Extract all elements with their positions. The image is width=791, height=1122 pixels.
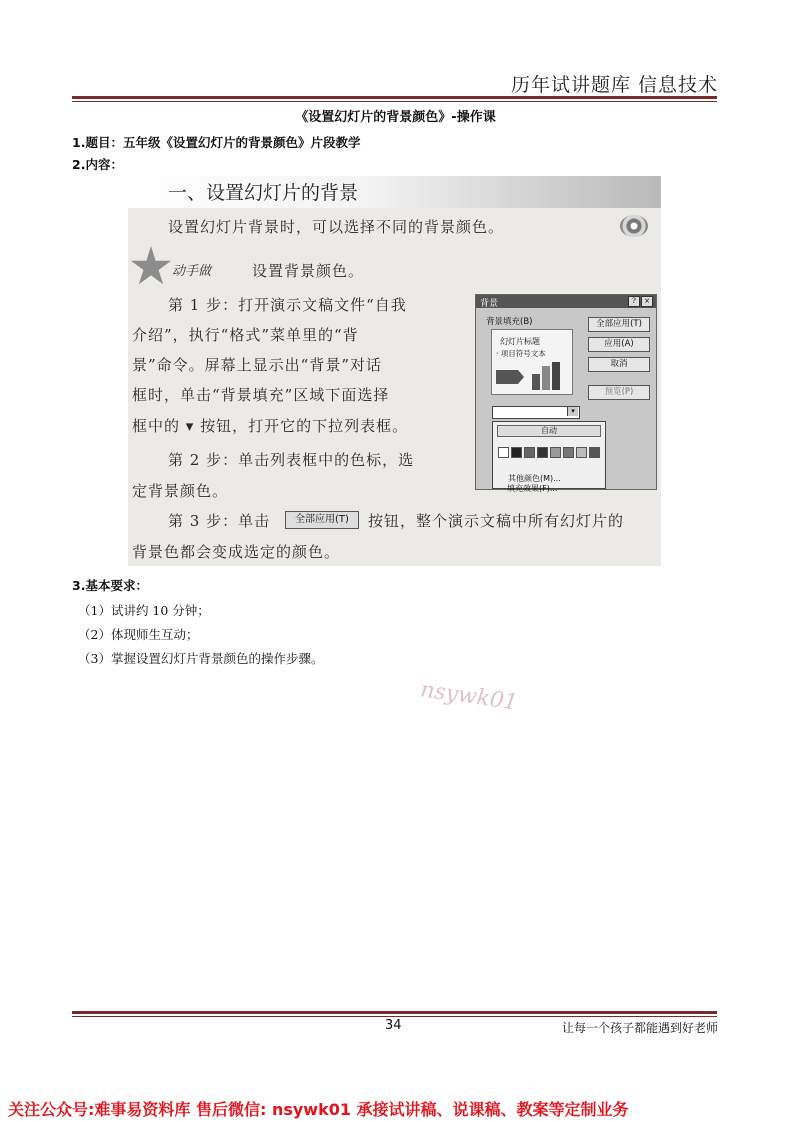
scan-heading: 一、设置幻灯片的背景	[168, 182, 359, 204]
step2-line: 第 2 步：单击列表框中的色标，选	[168, 451, 415, 469]
dialog-apply-all-button: 全部应用(T)	[588, 317, 650, 332]
header-rule	[72, 96, 717, 99]
dropdown-auto-option: 自动	[497, 425, 601, 437]
star-icon	[130, 246, 172, 288]
item-topic: 1.题目：五年级《设置幻灯片的背景颜色》片段教学	[72, 135, 361, 150]
header-title: 历年试讲题库 信息技术	[510, 74, 718, 96]
activity-label: 动手做	[172, 264, 212, 279]
item-content-label: 2.内容：	[72, 157, 123, 172]
dialog-apply-button: 应用(A)	[588, 337, 650, 352]
step3-suffix: 按钮，整个演示文稿中所有幻灯片的	[368, 512, 625, 530]
color-swatch	[563, 447, 574, 458]
fill-dropdown	[492, 406, 580, 419]
requirement-item: （2）体现师生互动；	[78, 627, 199, 642]
step1-line: 框时，单击“背景填充”区域下面选择	[132, 386, 390, 404]
color-swatch	[498, 447, 509, 458]
step1-line: 第 1 步：打开演示文稿文件“自我	[168, 296, 407, 314]
header-rule-thin	[72, 101, 717, 102]
requirement-item: （3）掌握设置幻灯片背景颜色的操作步骤。	[78, 651, 324, 666]
step1-line: 介绍”，执行“格式”菜单里的“背	[132, 326, 359, 344]
step3-line2: 背景色都会变成选定的颜色。	[132, 543, 341, 561]
cd-icon	[620, 215, 648, 237]
apply-all-button-image: 全部应用(T)	[285, 511, 359, 529]
fill-group-label: 背景填充(B)	[486, 317, 533, 327]
step3-prefix: 第 3 步：单击	[168, 512, 271, 530]
step2-line: 定背景颜色。	[132, 482, 229, 500]
footer-slogan: 让每一个孩子都能遇到好老师	[561, 1021, 718, 1035]
dialog-preview-button: 预览(P)	[588, 385, 650, 400]
fill-effects-option: 填充效果(F)...	[507, 484, 558, 493]
color-swatch	[589, 447, 600, 458]
preview-chart-icon	[496, 362, 568, 390]
color-swatch	[537, 447, 548, 458]
background-dialog-image	[475, 294, 657, 493]
color-swatch	[550, 447, 561, 458]
watermark: nsywk01	[418, 677, 520, 716]
preview-bullet: · 项目符号文本	[496, 349, 546, 358]
color-swatch	[576, 447, 587, 458]
scan-intro: 设置幻灯片背景时，可以选择不同的背景颜色。	[168, 218, 505, 236]
step1-line: 框中的 ▾ 按钮，打开它的下拉列表框。	[132, 417, 409, 435]
requirement-item: （1）试讲约 10 分钟；	[78, 603, 210, 618]
preview-title: 幻灯片标题	[500, 337, 540, 346]
item-requirements-label: 3.基本要求：	[72, 578, 148, 593]
color-swatch	[524, 447, 535, 458]
color-swatch	[511, 447, 522, 458]
close-icon: ×	[641, 296, 653, 307]
footer-rule	[72, 1011, 717, 1014]
help-icon: ?	[628, 296, 640, 307]
slide-preview	[491, 329, 573, 395]
promo-banner: 关注公众号:难事易资料库 售后微信: nsywk01 承接试讲稿、说课稿、教案等定制业务	[8, 1100, 629, 1119]
step1-line: 景”命令。屏幕上显示出“背景”对话	[132, 356, 383, 374]
dialog-title: 背景	[480, 299, 499, 309]
document-title: 《设置幻灯片的背景颜色》-操作课	[295, 110, 496, 125]
dialog-cancel-button: 取消	[588, 357, 650, 372]
more-colors-option: 其他颜色(M)...	[508, 474, 561, 483]
chevron-down-icon: ▾	[567, 407, 578, 416]
dialog-titlebar	[476, 295, 656, 308]
page-number: 34	[385, 1018, 402, 1033]
activity-title: 设置背景颜色。	[252, 262, 365, 280]
footer-rule-thin	[72, 1016, 717, 1017]
